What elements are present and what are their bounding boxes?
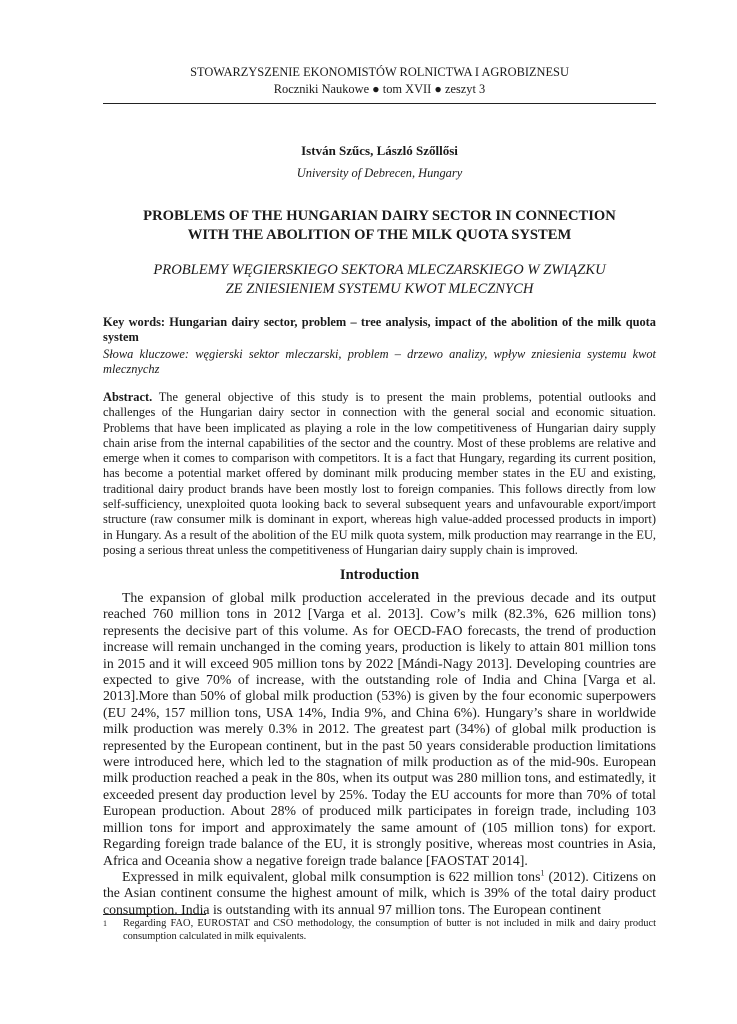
section-heading-introduction: Introduction (339, 567, 420, 583)
paragraph-1: The expansion of global milk production accelerated in the previous decade and its output reached 760 million tons in 2012 [Varga et al. 2013]. Cow’s milk (82.3%, 626 million tons) represents the decisive part of this volume. As for OECD-FAO forecasts, the trend of production increase will remain unchanged in the coming years, production is likely to attain 801 million tons in 2015 and it will exceed 905 million tons by 2022 [Mándi-Nagy 2013]. Developing countries are expected to give 70% of increase, with the outstanding role of India and China [Varga et al. 2013].More than 50% of global milk production (53%) is given by the four economic superpowers (EU 24%, 157 million tons, USA 14%, India 9%, and China 6%). Hungary’s share in worldwide milk production was merely 0.3% in 2012. The greatest part (34%) of global milk production is represented by the European continent, but in the past 50 years considerable production limitations were introduced here, which led to the stagnation of milk production as of the mid-90s. European milk production reached a peak in the 80s, when its output was 280 million tons, and estimatedly, it exceeded present day production level by 25%. Today the EU accounts for more than 70% of total European production. About 28% of produced milk participates in foreign trade, including 103 million tons for import and approximately the same amount of (105 million tons) for export. Regarding foreign trade balance of the EU, it is strongly positive, whereas most countries in Asia, Africa and Oceania show a negative foreign trade balance [FAOSTAT 2014]. (103, 590, 656, 868)
title-english-line-2: WITH THE ABOLITION OF THE MILK QUOTA SYSTEM (187, 227, 572, 243)
body-text (103, 590, 656, 918)
abstract-label: Abstract. (103, 390, 153, 404)
keywords-polish: Słowa kluczowe: węgierski sektor mleczarski, problem – drzewo analizy, wpływ zniesienia systemu kwot mlecznychz (103, 347, 656, 376)
abstract (103, 390, 656, 558)
footnote-reference[interactable]: 1 (540, 868, 545, 878)
footnote-text: Regarding FAO, EUROSTAT and CSO methodology, the consumption of butter is not included in milk and dairy product consumption calculated in milk equivalents. (123, 918, 656, 942)
abstract-text: The general objective of this study is to present the main problems, potential outlooks and challenges of the Hungarian dairy sector in connection with the general social and economic situation. Problems that have been implicated as playing a role in the low competitiveness of Hungarian dairy supply chain arise from the internal capabilities of the sector and the country. Most of these problems are relative and emerge when it comes to comparison with competitors. It is a fact that Hungary, regarding its current position, has become a potential market offered by dominant milk producing member states in the EU and existing, traditional dairy product brands have been mostly lost to foreign companies. This follows directly from low self-sufficiency, unexploited quota looking back to several subsequent years and unfavourable export/import structure (raw consumer milk is dominant in export, whereas high value-added processed products in import) in Hungary. As a result of the abolition of the EU milk quota system, milk production may rearrange in the EU, posing a serious threat unless the competitiveness of Hungarian dairy supply chain is improved. (103, 390, 656, 557)
title-polish (103, 261, 656, 299)
title-polish-line-1: PROBLEMY WĘGIERSKIEGO SEKTORA MLECZARSKIEGO W ZWIĄZKU (153, 262, 606, 278)
affiliation: University of Debrecen, Hungary (296, 166, 463, 180)
journal-header (103, 64, 656, 98)
title-english-line-1: PROBLEMS OF THE HUNGARIAN DAIRY SECTOR IN CONNECTION (143, 208, 616, 224)
keywords-english: Key words: Hungarian dairy sector, problem – tree analysis, impact of the abolition of the milk quota system (103, 315, 656, 344)
header-rule (103, 103, 656, 104)
paragraph-2-text-b: (2012). Citizens on the Asian continent consume the highest amount of milk, which is 39% of the total dairy product consumption. India is outstanding with its annual 97 million tons. The European continent (103, 868, 656, 917)
footnote (103, 917, 656, 943)
journal-publisher: STOWARZYSZENIE EKONOMISTÓW ROLNICTWA I AGROBIZNESU (190, 65, 569, 79)
authors: István Szűcs, László Szőllősi (301, 143, 458, 158)
title-polish-line-2: ZE ZNIESIENIEM SYSTEMU KWOT MLECZNYCH (225, 281, 534, 297)
paragraph-2-text-a: Expressed in milk equivalent, global milk consumption is 622 million tons (122, 868, 541, 884)
title-english (103, 207, 656, 245)
journal-issue: Roczniki Naukowe ● tom XVII ● zeszyt 3 (273, 82, 486, 96)
paragraph-2 (103, 869, 656, 918)
footnote-number: 1 (103, 919, 107, 928)
footnote-rule (103, 914, 206, 915)
